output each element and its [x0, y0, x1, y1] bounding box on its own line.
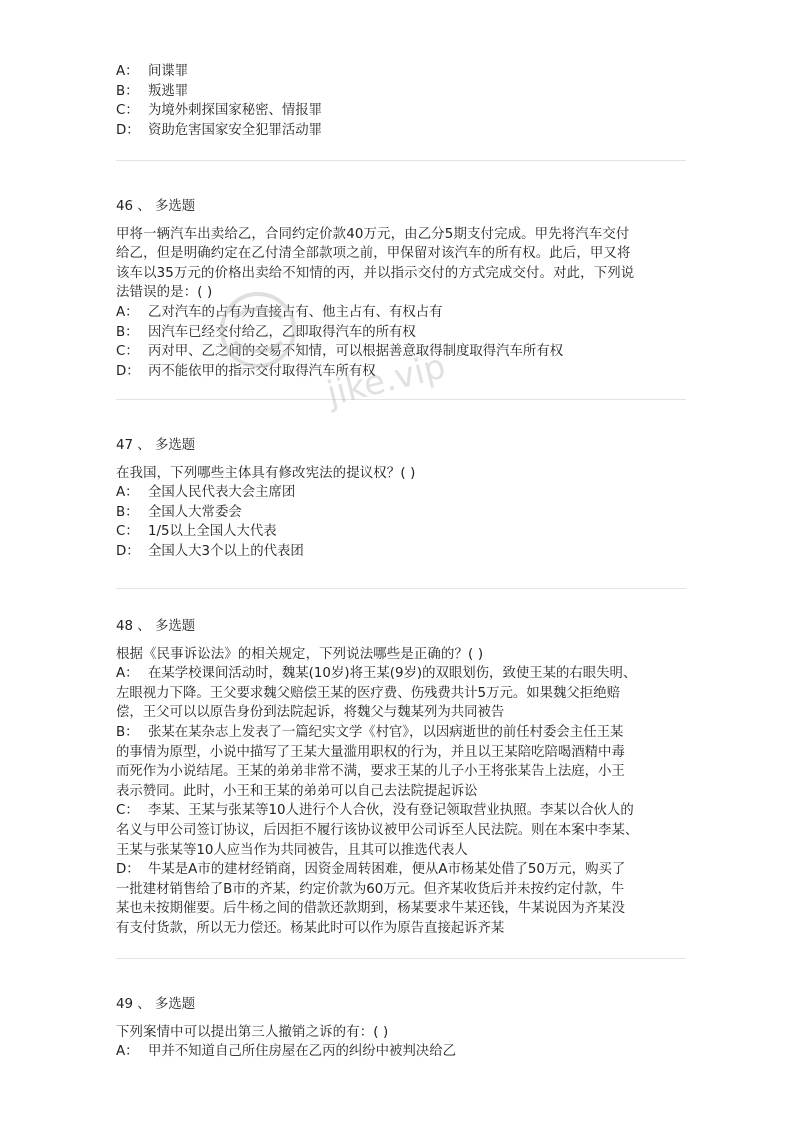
- option-d: D： 资助危害国家安全犯罪活动罪: [116, 122, 323, 138]
- option-a: A： 全国人民代表大会主席团: [116, 485, 296, 501]
- question-45-options: [116, 62, 686, 140]
- option-d: D： 牛某是A市的建材经销商，因资金周转困难，便从A市杨某处借了50万元，购买了 一批建材销售给了B市的齐某，约定价款为60万元。但齐某收货后并未按约定付款，牛 某也未按期催要。后牛杨之间的借款还款期到，杨某要求牛某还钱，牛某说因为齐某没 有支付货款，所以无力偿还。杨某此时可以作为原告直接起诉齐某: [116, 860, 686, 938]
- option-text-line: 牛某是A市的建材经销商，因资金周转困难，便从A市杨某处借了50万元，购买了: [148, 862, 626, 878]
- option-a: A： 甲并不知道自己所住房屋在乙丙的纠纷中被判决给乙: [116, 1044, 456, 1060]
- divider: [116, 399, 686, 400]
- option-text-line: 一批建材销售给了B市的齐某，约定价款为60万元。但齐某收货后并未按约定付款，牛: [116, 881, 625, 897]
- option-text-line: 名义与甲公司签订协议，后因拒不履行该协议被甲公司诉至人民法院。则在本案中李某、: [116, 822, 639, 838]
- option-a: A： 在某学校课间活动时，魏某(10岁)将王某(9岁)的双眼划伤，致使王某的右眼失明、 左眼视力下降。王父要求魏父赔偿王某的医疗费、伤残费共计5万元。如果魏父拒绝赔 偿，王父可以以原告身份到法院起诉，将魏父与魏某列为共同被告: [116, 664, 686, 723]
- question-stem-line: 该车以35万元的价格出卖给不知情的丙，并以指示交付的方式完成交付。对此，下列说: [116, 265, 635, 281]
- watermark-text: jike.vip: [323, 346, 450, 415]
- option-a: A： 乙对汽车的占有为直接占有、他主占有、有权占有: [116, 304, 443, 320]
- question-47: [116, 436, 686, 562]
- question-stem-line: 甲将一辆汽车出卖给乙，合同约定价款40万元，由乙分5期支付完成。甲先将汽车交付: [116, 226, 630, 242]
- question-stem-line: 在我国，下列哪些主体具有修改宪法的提议权？( ): [116, 465, 416, 481]
- divider: [116, 588, 686, 589]
- option-text-line: 在某学校课间活动时，魏某(10岁)将王某(9岁)的双眼划伤，致使王某的右眼失明、: [148, 666, 637, 682]
- option-text-line: 偿，王父可以以原告身份到法院起诉，将魏父与魏某列为共同被告: [116, 705, 505, 721]
- option-b: B： 叛逃罪: [116, 83, 189, 99]
- question-header: 47 、 多选题: [116, 438, 196, 453]
- question-48: [116, 617, 686, 939]
- question-49: [116, 995, 686, 1062]
- option-text-line: 而死作为小说结尾。王某的弟弟非常不满，要求王某的儿子小王将张某告上法庭，小王: [116, 764, 625, 780]
- option-c: C： 李某、王某与张某等10人进行个人合伙，没有登记领取营业执照。李某以合伙人的 名义与甲公司签订协议，后因拒不履行该协议被甲公司诉至人民法院。则在本案中李某、 王某与张某等10人应当作为共同被告，且其可以推选代表人: [116, 801, 686, 860]
- option-c: C： 丙对甲、乙之间的交易不知情，可以根据善意取得制度取得汽车所有权: [116, 344, 564, 360]
- question-header: 49 、 多选题: [116, 997, 196, 1012]
- option-b: B： 全国人大常委会: [116, 504, 242, 520]
- option-c: C： 为境外刺探国家秘密、情报罪: [116, 103, 323, 119]
- option-c: C： 1/5以上全国人大代表: [116, 524, 277, 540]
- option-text-line: 某也未按期催要。后牛杨之间的借款还款期到，杨某要求牛某还钱，牛某说因为齐某没: [116, 901, 625, 917]
- option-a: A： 间谍罪: [116, 64, 189, 79]
- option-text-line: 王某与张某等10人应当作为共同被告，且其可以推选代表人: [116, 842, 468, 858]
- question-46: [116, 197, 686, 381]
- option-text-line: 的事情为原型，小说中描写了王某大量滥用职权的行为，并且以王某陪吃陪喝酒精中毒: [116, 744, 625, 760]
- option-b: B： 因汽车已经交付给乙，乙即取得汽车的所有权: [116, 324, 416, 340]
- option-text-line: 李某、王某与张某等10人进行个人合伙，没有登记领取营业执照。李某以合伙人的: [148, 803, 634, 819]
- option-text-line: 有支付货款，所以无力偿还。杨某此时可以作为原告直接起诉齐某: [116, 920, 505, 936]
- option-d: D： 丙不能依甲的指示交付取得汽车所有权: [116, 363, 376, 379]
- option-b: B： 张某在某杂志上发表了一篇纪实文学《村官》，以因病逝世的前任村委会主任王某 的事情为原型，小说中描写了王某大量滥用职权的行为，并且以王某陪吃陪喝酒精中毒 而死作为小说结尾。王某的弟弟非常不满，要求王某的儿子小王将张某告上法庭，小王 表示赞同。此时，小王和王某的弟弟可以自己去法院提起诉讼: [116, 723, 686, 801]
- question-stem-line: 根据《民事诉讼法》的相关规定，下列说法哪些是正确的？( ): [116, 646, 484, 662]
- divider: [116, 958, 686, 959]
- option-text-line: 左眼视力下降。王父要求魏父赔偿王某的医疗费、伤残费共计5万元。如果魏父拒绝赔: [116, 685, 620, 701]
- question-stem-line: 法错误的是：( ): [116, 285, 213, 301]
- option-text-line: 张某在某杂志上发表了一篇纪实文学《村官》，以因病逝世的前任村委会主任王某: [148, 724, 624, 740]
- question-header: 48 、 多选题: [116, 619, 196, 634]
- divider: [116, 160, 686, 161]
- option-d: D： 全国人大3个以上的代表团: [116, 543, 304, 559]
- question-header: 46 、 多选题: [116, 199, 196, 214]
- question-stem-line: 给乙，但是明确约定在乙付清全部款项之前，甲保留对该汽车的所有权。此后，甲又将: [116, 246, 631, 262]
- question-stem-line: 下列案情中可以提出第三人撤销之诉的有：( ): [116, 1024, 389, 1040]
- option-text-line: 表示赞同。此时，小王和王某的弟弟可以自己去法院提起诉讼: [116, 783, 478, 799]
